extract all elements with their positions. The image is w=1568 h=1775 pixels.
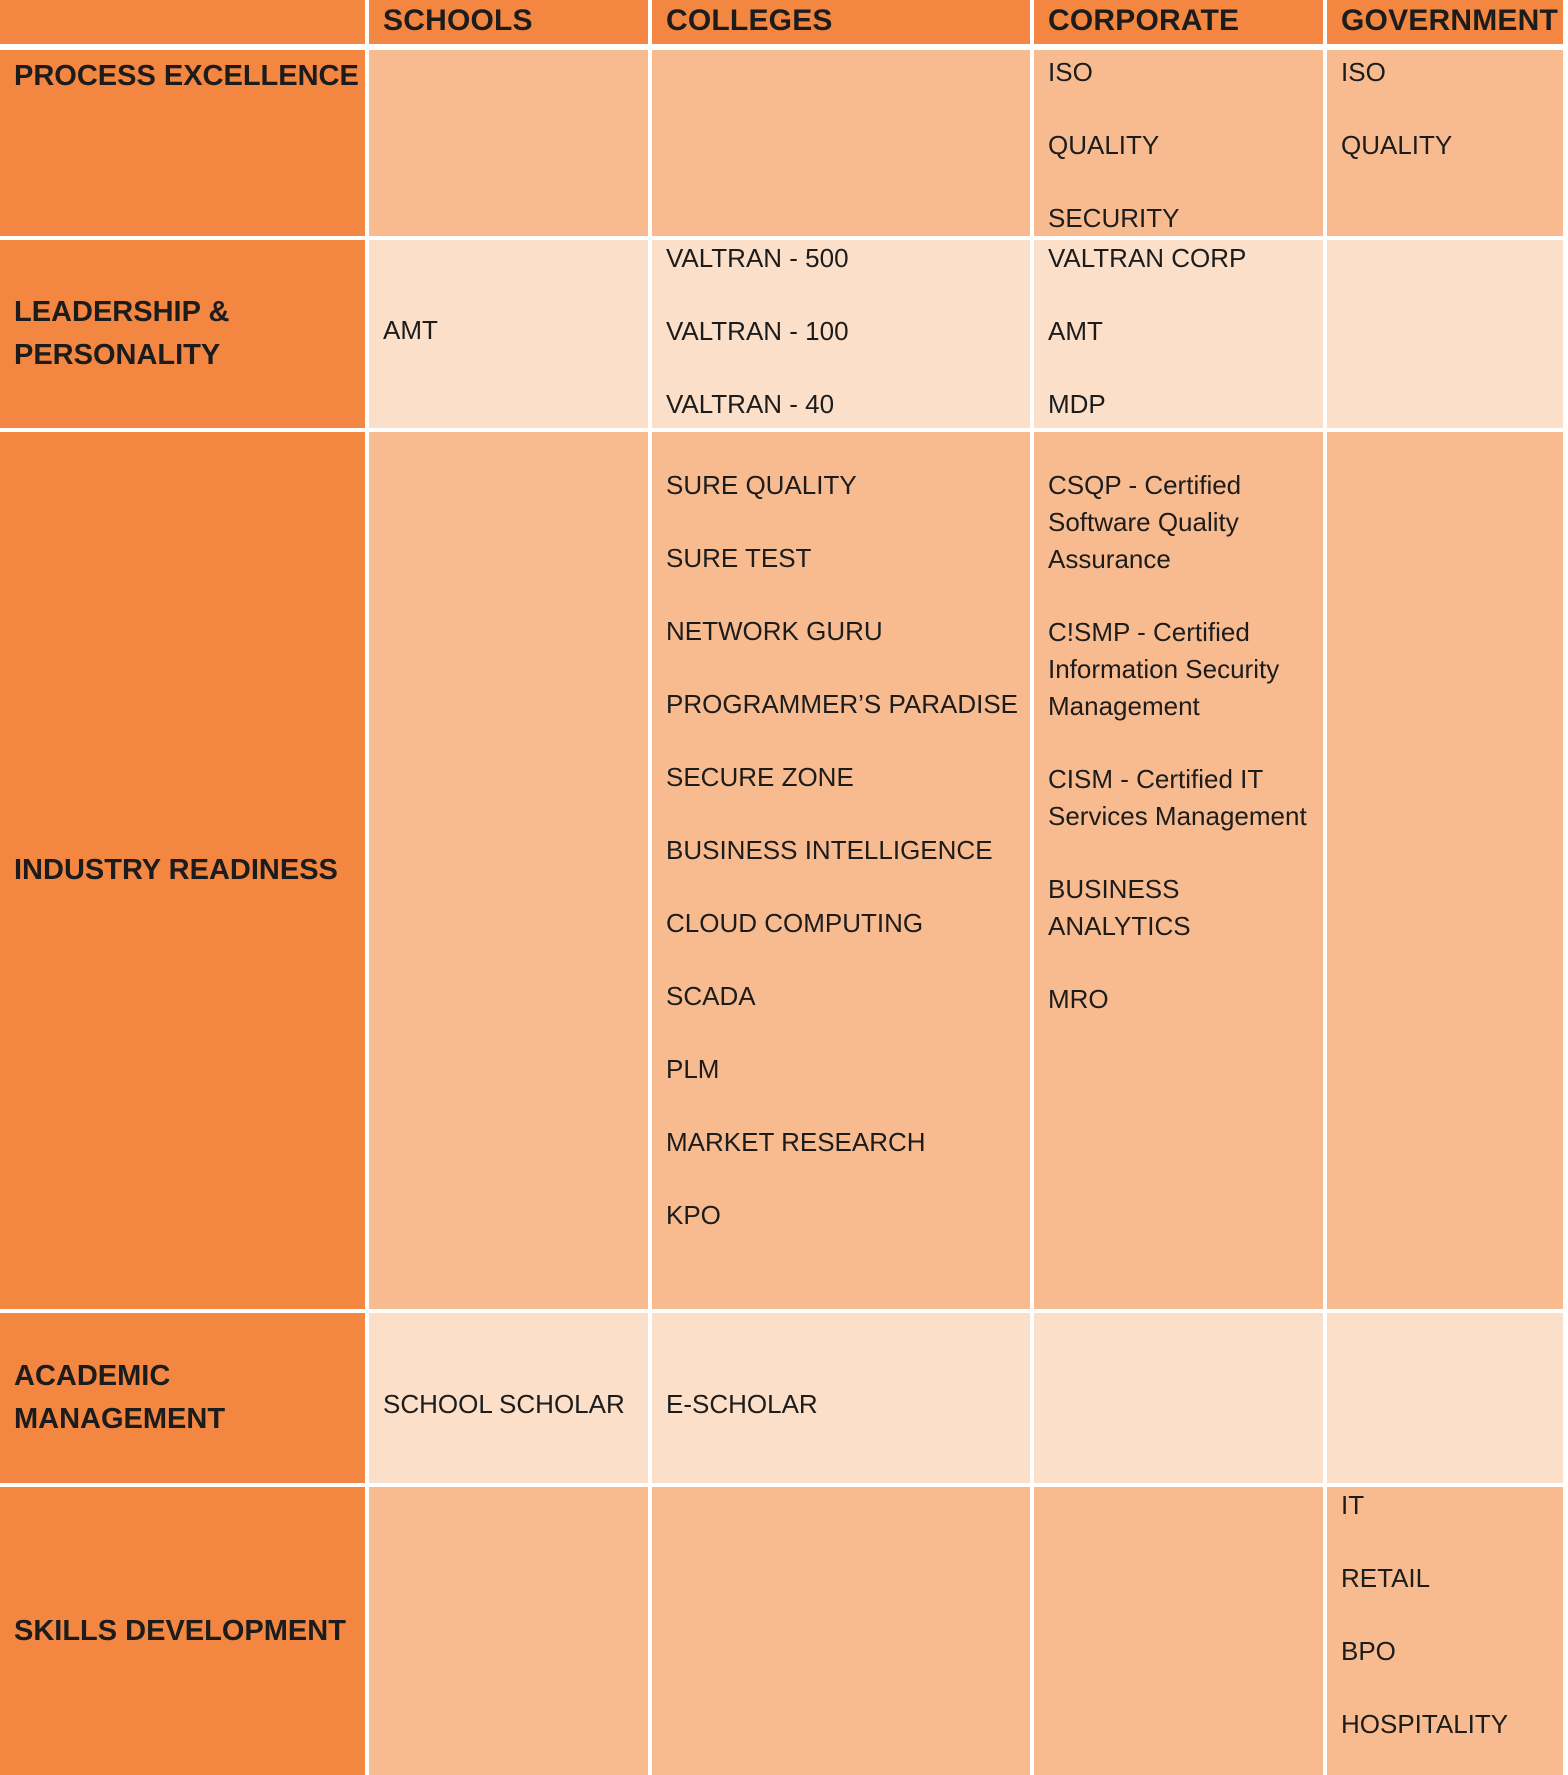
cell-process-corporate [1034, 50, 1323, 236]
list-item: BUSINESS ANALYTICS [1048, 874, 1191, 941]
row-header-process-excellence-label: PROCESS EXCELLENCE [14, 60, 359, 92]
cell-process-schools [369, 50, 648, 236]
row-header-leadership [0, 240, 365, 428]
academic-schools-value: SCHOOL SCHOLAR [383, 1389, 625, 1419]
cell-leadership-corporate [1034, 240, 1323, 428]
cell-industry-colleges [652, 432, 1030, 1309]
list-item: VALTRAN CORP [1048, 243, 1247, 273]
column-header-corporate-label: CORPORATE [1048, 4, 1240, 37]
list-item: VALTRAN - 40 [666, 389, 835, 419]
list-item: RETAIL [1341, 1563, 1431, 1593]
cell-skills-schools [369, 1487, 648, 1775]
list-item: SURE TEST [666, 543, 812, 573]
cell-academic-corporate [1034, 1313, 1323, 1483]
cell-process-colleges [652, 50, 1030, 236]
cell-leadership-colleges [652, 240, 1030, 428]
row-header-academic-management-label: ACADEMIC MANAGEMENT [14, 1360, 226, 1435]
list-item: KPO [666, 1200, 721, 1230]
industry-colleges-list [666, 467, 1026, 1270]
row-header-skills-development [0, 1487, 365, 1775]
academic-colleges-value: E-SCHOLAR [666, 1389, 818, 1419]
list-item: CSQP - Certified Software Quality Assurance [1048, 470, 1242, 574]
list-item: MARKET RESEARCH [666, 1127, 926, 1157]
list-item: BPO [1341, 1636, 1396, 1666]
cell-skills-colleges [652, 1487, 1030, 1775]
list-item: ISO [1341, 57, 1386, 87]
list-item: SURE QUALITY [666, 470, 857, 500]
row-header-process-excellence [0, 50, 365, 236]
list-item: IT [1341, 1490, 1365, 1520]
column-header-colleges-label: COLLEGES [666, 4, 833, 37]
list-item: QUALITY [1048, 130, 1160, 160]
cell-academic-government [1327, 1313, 1563, 1483]
row-header-industry-readiness [0, 432, 365, 1309]
cell-industry-government [1327, 432, 1563, 1309]
process-government-list [1341, 54, 1559, 200]
column-header-government [1327, 0, 1563, 44]
cell-skills-government [1327, 1487, 1563, 1775]
list-item: SCADA [666, 981, 756, 1011]
process-corporate-list [1048, 54, 1319, 236]
list-item: PROGRAMMER’S PARADISE [666, 689, 1019, 719]
header-corner-cell [0, 0, 365, 44]
list-item: ISO [1048, 57, 1093, 87]
skills-government-list [1341, 1487, 1559, 1775]
list-item: MRO [1048, 984, 1109, 1014]
cell-skills-corporate [1034, 1487, 1323, 1775]
list-item: SECURITY [1048, 203, 1180, 233]
column-header-corporate [1034, 0, 1323, 44]
leadership-corporate-list [1048, 240, 1319, 428]
column-header-schools [369, 0, 648, 44]
list-item: VALTRAN - 500 [666, 243, 849, 273]
leadership-schools-value: AMT [383, 315, 438, 345]
cell-academic-schools [369, 1313, 648, 1483]
industry-corporate-list [1048, 467, 1319, 1054]
list-item: BUSINESS INTELLIGENCE [666, 835, 993, 865]
row-header-skills-development-label: SKILLS DEVELOPMENT [14, 1614, 346, 1647]
cell-leadership-schools [369, 240, 648, 428]
list-item: PLM [666, 1054, 720, 1084]
list-item: SECURE ZONE [666, 762, 854, 792]
list-item: HOSPITALITY [1341, 1709, 1509, 1739]
row-header-leadership-label: LEADERSHIP & PERSONALITY [14, 296, 230, 371]
list-item: CISM - Certified IT Services Management [1048, 764, 1307, 831]
column-header-schools-label: SCHOOLS [383, 4, 533, 37]
row-header-academic-management [0, 1313, 365, 1483]
cell-process-government [1327, 50, 1563, 236]
cell-industry-corporate [1034, 432, 1323, 1309]
list-item: CLOUD COMPUTING [666, 908, 924, 938]
cell-leadership-government [1327, 240, 1563, 428]
list-item: AMT [1048, 316, 1103, 346]
column-header-colleges [652, 0, 1030, 44]
column-header-government-label: GOVERNMENT [1341, 4, 1559, 37]
row-header-industry-readiness-label: INDUSTRY READINESS [14, 854, 338, 886]
list-item: MDP [1048, 389, 1106, 419]
leadership-colleges-list [666, 240, 1026, 428]
list-item: VALTRAN - 100 [666, 316, 849, 346]
list-item: NETWORK GURU [666, 616, 883, 646]
list-item: QUALITY [1341, 130, 1453, 160]
cell-academic-colleges [652, 1313, 1030, 1483]
cell-industry-schools [369, 432, 648, 1309]
list-item: C!SMP - Certified Information Security Management [1048, 617, 1280, 721]
